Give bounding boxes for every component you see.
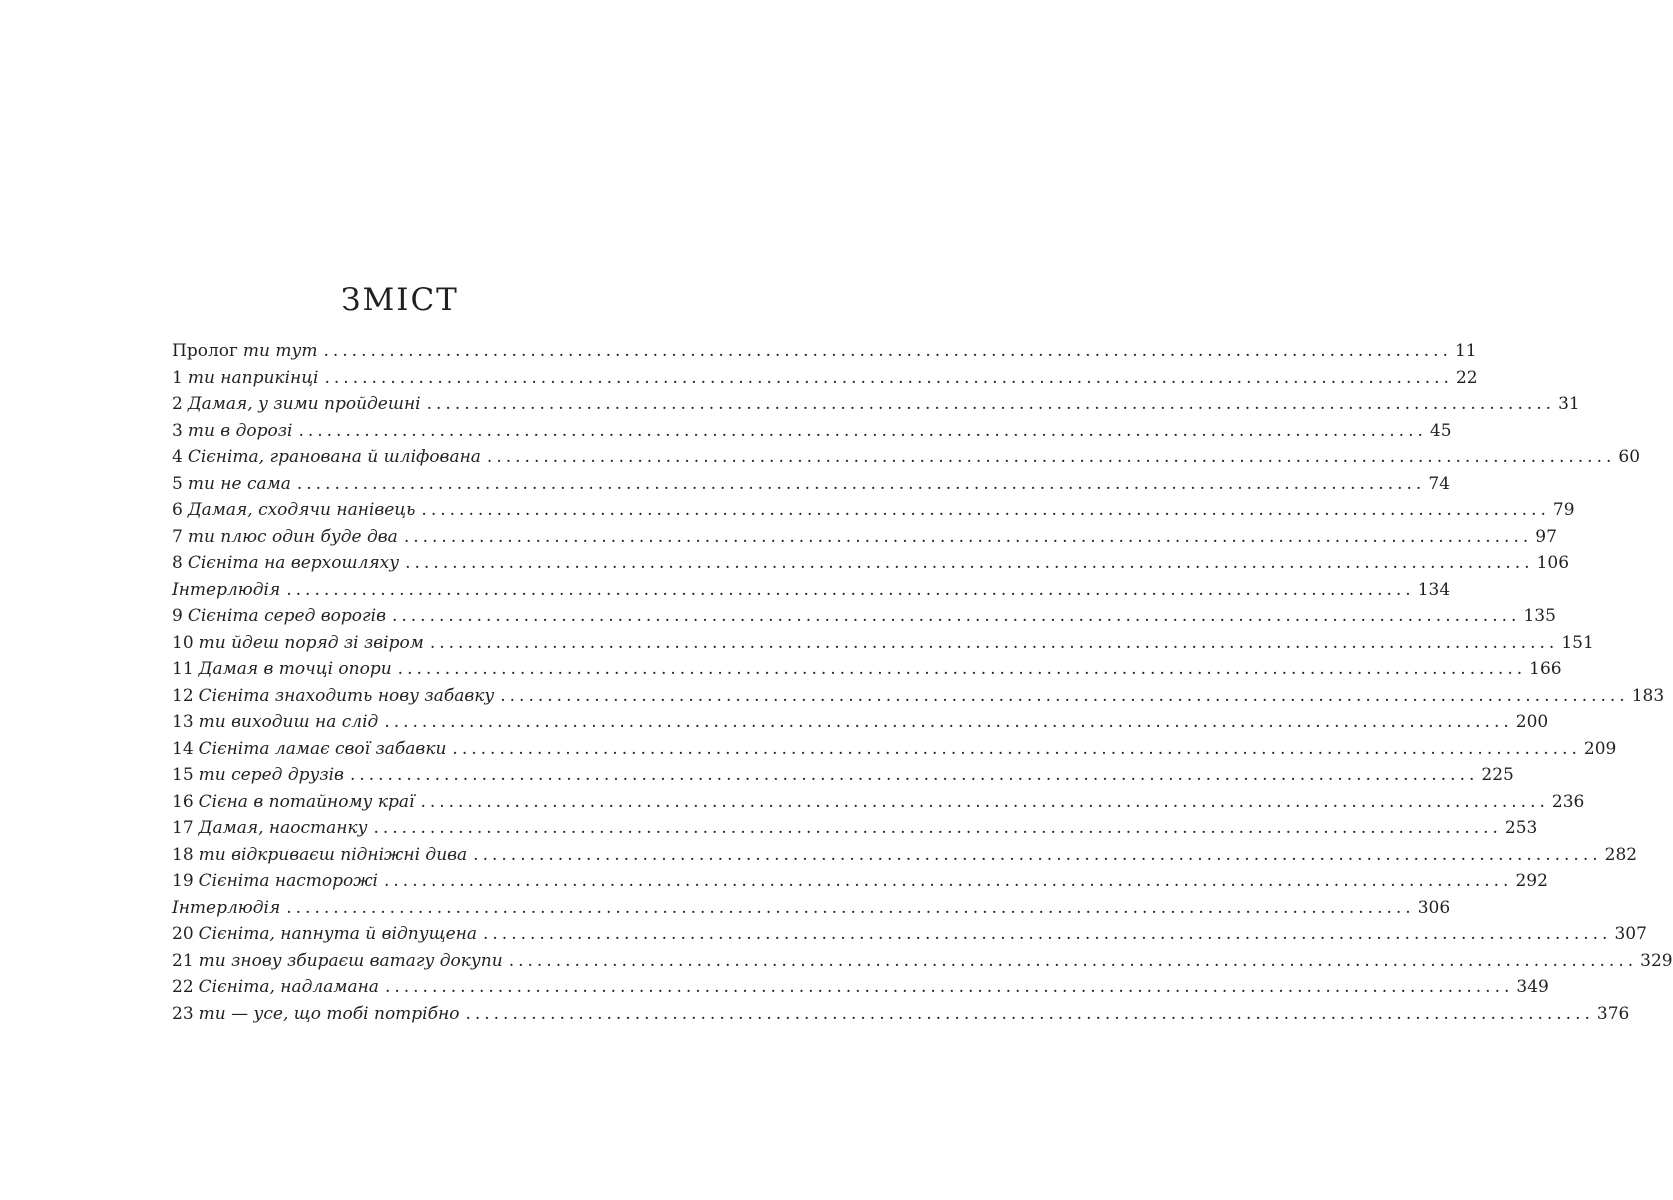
chapter-title: Сієніта на верхошляху: [187, 553, 400, 573]
chapter-number: 1: [172, 367, 183, 388]
dot-leader: ........................................................................................................................: [486, 447, 1616, 467]
chapter-title: Інтерлюдія: [172, 579, 281, 600]
chapter-title: Сієніта серед ворогів: [187, 606, 386, 626]
page-number: 282: [1604, 844, 1638, 865]
toc-entry: [172, 603, 1556, 630]
toc-entry: [172, 921, 1647, 948]
table-of-contents: [172, 338, 1673, 1027]
chapter-title: ти серед друзів: [198, 765, 344, 785]
dot-leader: ........................................................................................................................: [397, 659, 1527, 679]
dot-leader: ........................................................................................................................: [420, 791, 1549, 812]
dot-leader: ........................................................................................................................: [384, 871, 1513, 891]
chapter-number: 17: [172, 818, 194, 838]
page-number: 106: [1536, 553, 1570, 573]
dot-leader: ........................................................................................................................: [384, 977, 1514, 997]
chapter-title: ти йдеш поряд зі звіром: [198, 632, 424, 653]
dot-leader: ........................................................................................................................: [473, 844, 1602, 865]
toc-entry: [172, 497, 1575, 524]
chapter-number: 12: [172, 685, 194, 706]
toc-entry: [172, 736, 1617, 763]
chapter-title: Сієна в потайному краї: [198, 791, 415, 812]
chapter-number: 4: [172, 447, 183, 467]
toc-entry: [172, 868, 1548, 895]
toc-entry: [172, 444, 1641, 471]
dot-leader: ........................................................................................................................: [465, 1003, 1594, 1024]
chapter-title: Сієніта насторожі: [198, 871, 378, 891]
chapter-title: ти — усе, що тобі потрібно: [198, 1003, 460, 1024]
chapter-title: ти тут: [242, 341, 318, 361]
toc-entry: [172, 577, 1451, 604]
page-number: 292: [1515, 871, 1548, 891]
dot-leader: ........................................................................................................................: [373, 818, 1502, 838]
toc-entry: [172, 656, 1562, 683]
dot-leader: ........................................................................................................................: [384, 712, 1513, 732]
chapter-prefix: Пролог: [172, 341, 238, 361]
page-number: 97: [1535, 526, 1557, 547]
page-number: 166: [1529, 659, 1562, 679]
toc-entry: [172, 550, 1570, 577]
chapter-number: 23: [172, 1003, 194, 1024]
toc-entry: [172, 471, 1450, 498]
page-number: 329: [1640, 950, 1673, 971]
chapter-title: ти в дорозі: [187, 420, 293, 441]
page-number: 45: [1429, 420, 1452, 441]
page-number: 307: [1614, 924, 1647, 944]
chapter-number: 7: [172, 526, 183, 547]
dot-leader: ........................................................................................................................: [500, 685, 1629, 706]
toc-entry: [172, 789, 1585, 816]
chapter-number: 19: [172, 871, 194, 891]
chapter-number: 22: [172, 977, 194, 997]
page-number: 200: [1515, 712, 1549, 732]
chapter-number: 20: [172, 924, 194, 944]
chapter-number: 21: [172, 950, 194, 971]
page-number: 60: [1618, 447, 1641, 467]
page-number: 376: [1596, 1003, 1630, 1024]
contents-heading: ЗМІСТ: [341, 282, 459, 318]
dot-leader: ........................................................................................................................: [405, 553, 1534, 573]
chapter-number: 18: [172, 844, 194, 865]
dot-leader: ........................................................................................................................: [298, 420, 1427, 441]
page-number: 79: [1552, 500, 1575, 520]
chapter-title: Сієніта знаходить нову забавку: [198, 685, 495, 706]
chapter-number: 10: [172, 632, 194, 653]
dot-leader: ........................................................................................................................: [421, 500, 1550, 520]
toc-entry: [172, 842, 1638, 869]
chapter-title: ти виходиш на слід: [198, 712, 379, 732]
toc-entry: [172, 815, 1538, 842]
chapter-title: Сієніта, гранована й шліфована: [187, 447, 481, 467]
dot-leader: ........................................................................................................................: [508, 950, 1638, 971]
page-number: 134: [1417, 579, 1451, 600]
dot-leader: ........................................................................................................................: [403, 526, 1533, 547]
page-number: 225: [1481, 765, 1514, 785]
dot-leader: ........................................................................................................................: [349, 765, 1479, 785]
chapter-number: 5: [172, 473, 183, 494]
page-number: 135: [1523, 606, 1556, 626]
page-number: 349: [1516, 977, 1549, 997]
dot-leader: ........................................................................................................................: [323, 341, 1452, 361]
dot-leader: ........................................................................................................................: [391, 606, 1521, 626]
chapter-number: 16: [172, 791, 194, 812]
dot-leader: ........................................................................................................................: [286, 579, 1415, 600]
page-number: 151: [1561, 632, 1594, 653]
chapter-number: 9: [172, 606, 183, 626]
chapter-number: 15: [172, 765, 194, 785]
page-number: 183: [1631, 685, 1665, 706]
toc-entry: [172, 895, 1451, 922]
page-number: 253: [1504, 818, 1538, 838]
chapter-number: 2: [172, 394, 183, 414]
dot-leader: ........................................................................................................................: [482, 924, 1612, 944]
chapter-title: ти відкриваєш підніжні дива: [198, 844, 468, 865]
toc-entry: [172, 709, 1549, 736]
toc-entry: [172, 683, 1665, 710]
chapter-title: Сієніта, надламана: [198, 977, 379, 997]
toc-entry: [172, 630, 1594, 657]
toc-entry: [172, 391, 1580, 418]
page-number: 74: [1428, 473, 1450, 494]
toc-entry: [172, 524, 1557, 551]
chapter-title: Дамая в точці опори: [198, 659, 392, 679]
chapter-title: ти наприкінці: [187, 367, 319, 388]
page-number: 31: [1558, 394, 1580, 414]
dot-leader: ........................................................................................................................: [296, 473, 1426, 494]
toc-entry: [172, 365, 1478, 392]
chapter-title: Інтерлюдія: [172, 897, 281, 918]
page-number: 22: [1455, 367, 1478, 388]
toc-entry: [172, 974, 1549, 1001]
chapter-number: 13: [172, 712, 194, 732]
page-number: 236: [1551, 791, 1585, 812]
toc-entry: [172, 418, 1452, 445]
page-number: 209: [1583, 738, 1617, 759]
toc-entry: [172, 1001, 1630, 1028]
dot-leader: ........................................................................................................................: [429, 632, 1559, 653]
dot-leader: ........................................................................................................................: [324, 367, 1453, 388]
chapter-title: Сієніта, напнута й відпущена: [198, 924, 477, 944]
toc-entry: [172, 338, 1477, 365]
toc-entry: [172, 948, 1673, 975]
chapter-title: Дамая, у зими пройдешні: [187, 394, 421, 414]
chapter-title: Дамая, сходячи нанівець: [187, 500, 416, 520]
dot-leader: ........................................................................................................................: [426, 394, 1556, 414]
chapter-title: Дамая, наостанку: [198, 818, 368, 838]
page-number: 306: [1417, 897, 1451, 918]
chapter-number: 14: [172, 738, 194, 759]
chapter-title: Сієніта ламає свої забавки: [198, 738, 447, 759]
chapter-number: 3: [172, 420, 183, 441]
toc-entry: [172, 762, 1514, 789]
chapter-number: 6: [172, 500, 183, 520]
chapter-title: ти знову збираєш ватагу докупи: [198, 950, 503, 971]
dot-leader: ........................................................................................................................: [286, 897, 1415, 918]
page-number: 11: [1454, 341, 1477, 361]
chapter-number: 8: [172, 553, 183, 573]
chapter-title: ти плюс один буде два: [187, 526, 398, 547]
dot-leader: ........................................................................................................................: [452, 738, 1581, 759]
chapter-number: 11: [172, 659, 194, 679]
chapter-title: ти не сама: [187, 473, 291, 494]
